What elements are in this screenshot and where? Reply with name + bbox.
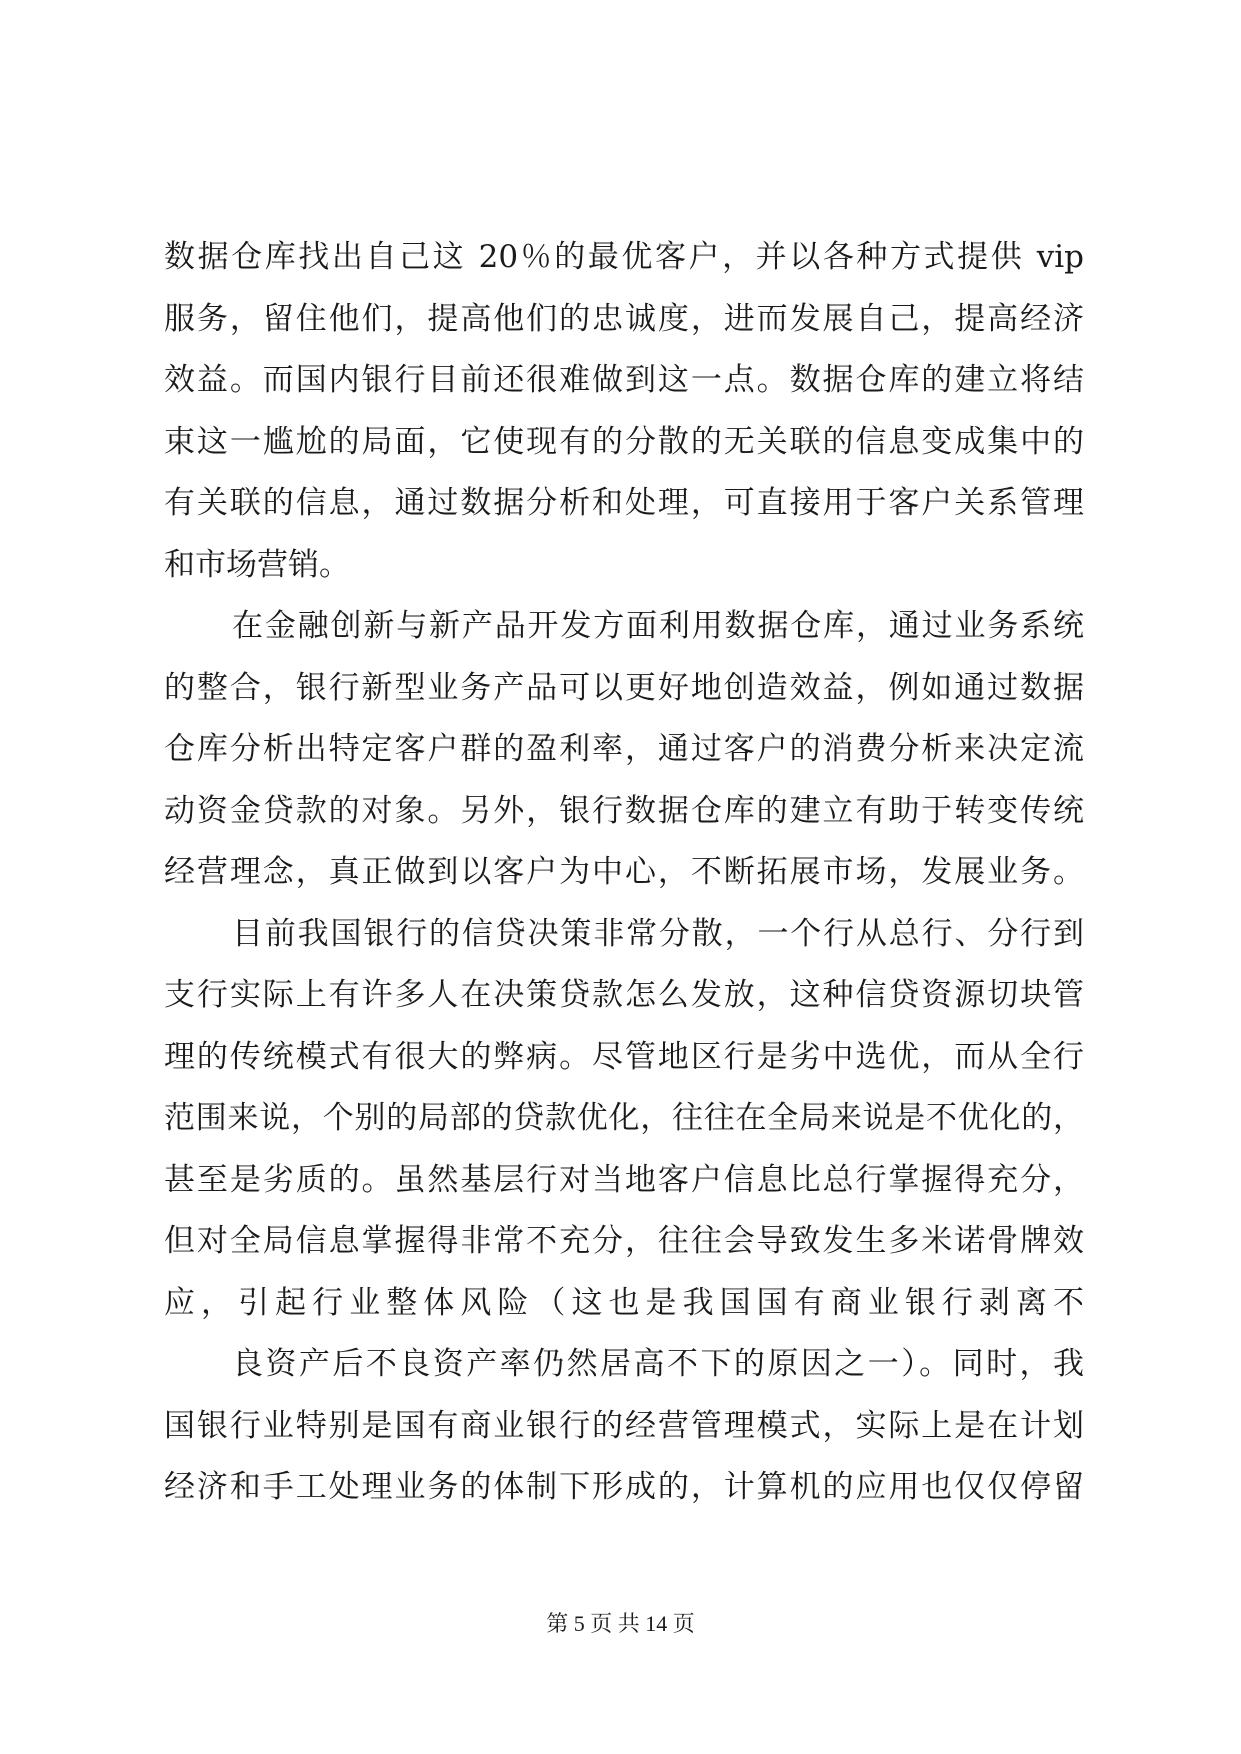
- text-line: 经营理念，真正做到以客户为中心，不断拓展市场，发展业务。: [164, 854, 1084, 890]
- text-line: 目前我国银行的信贷决策非常分散，一个行从总行、分行到: [232, 915, 1084, 952]
- text-line: 经济和手工处理业务的体制下形成的，计算机的应用也仅仅停留: [164, 1469, 1084, 1505]
- page-footer: 第 5 页 共 14 页: [546, 1611, 695, 1636]
- paragraph: [164, 1334, 1084, 1519]
- paragraph: [164, 904, 1084, 1335]
- text-line: 范围来说，个别的局部的贷款优化，往往在全局来说是不优化的，: [164, 1100, 1084, 1136]
- text-line: 束这一尴尬的局面，它使现有的分散的无关联的信息变成集中的: [164, 423, 1084, 460]
- text-line: 应，引起行业整体风险（这也是我国国有商业银行剥离不: [164, 1284, 1084, 1321]
- text-line: 服务，留住他们，提高他们的忠诚度，进而发展自己，提高经济: [164, 300, 1084, 337]
- paragraph: [164, 227, 1084, 596]
- text-line: 的整合，银行新型业务产品可以更好地创造效益，例如通过数据: [164, 669, 1084, 706]
- text-line: 有关联的信息，通过数据分析和处理，可直接用于客户关系管理: [164, 485, 1084, 521]
- text-line: 支行实际上有许多人在决策贷款怎么发放，这种信贷资源切块管: [164, 977, 1084, 1013]
- text-line: 仓库分析出特定客户群的盈利率，通过客户的消费分析来决定流: [164, 731, 1084, 767]
- text-line: 甚至是劣质的。虽然基层行对当地客户信息比总行掌握得充分，: [164, 1161, 1084, 1198]
- text-line: 动资金贷款的对象。另外，银行数据仓库的建立有助于转变传统: [164, 792, 1084, 829]
- body-text: [164, 227, 1084, 1519]
- text-line: 但对全局信息掌握得非常不充分，往往会导致发生多米诺骨牌效: [164, 1223, 1084, 1259]
- text-line: 在金融创新与新产品开发方面利用数据仓库，通过业务系统: [232, 608, 1084, 644]
- text-line: 数据仓库找出自己这 20％的最优客户，并以各种方式提供 vip: [164, 239, 1084, 275]
- paragraph: [164, 596, 1084, 904]
- text-line: 和市场营销。: [164, 546, 350, 583]
- text-line: 理的传统模式有很大的弊病。尽管地区行是劣中选优，而从全行: [164, 1038, 1084, 1075]
- text-line: 效益。而国内银行目前还很难做到这一点。数据仓库的建立将结: [164, 362, 1084, 398]
- text-line: 国银行业特别是国有商业银行的经营管理模式，实际上是在计划: [164, 1407, 1084, 1444]
- text-line: 良资产后不良资产率仍然居高不下的原因之一）。同时，我: [232, 1346, 1084, 1382]
